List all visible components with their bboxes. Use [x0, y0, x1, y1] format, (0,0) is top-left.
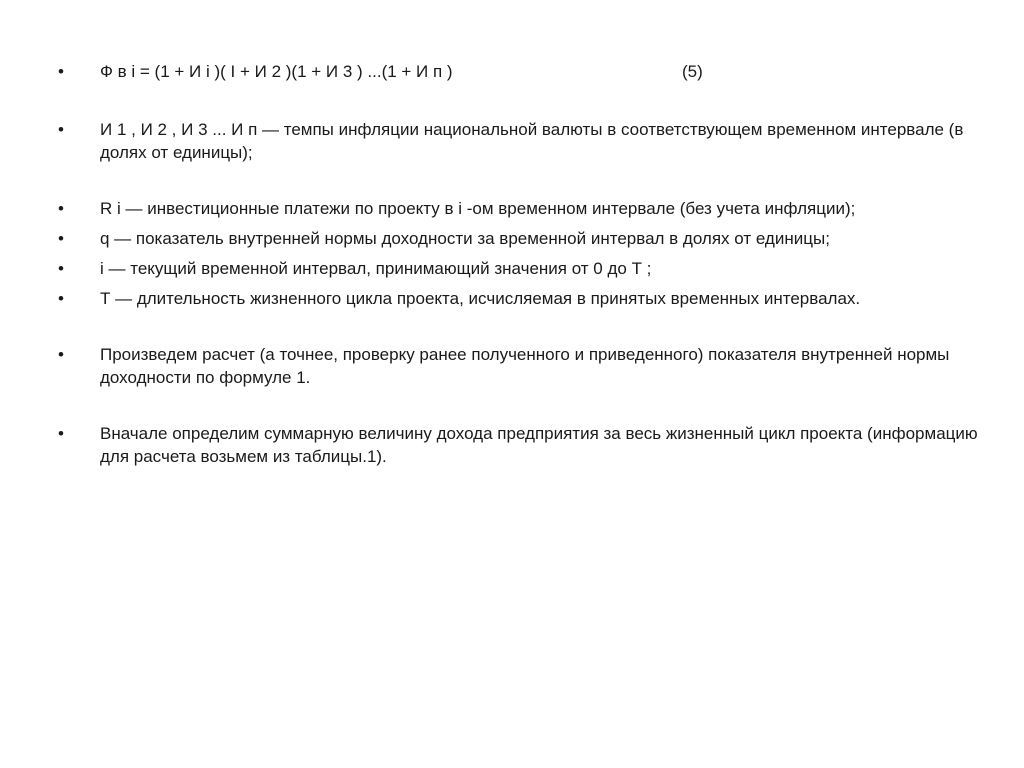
list-item	[58, 197, 978, 220]
list-item	[58, 422, 978, 468]
list-item	[58, 227, 978, 250]
list-item-text: Произведем расчет (а точнее, проверку ранее полученного и приведенного) показателя внутренней нормы доходности по формуле 1.	[100, 345, 950, 387]
bullet-icon: •	[58, 62, 64, 81]
list-item-text: i — текущий временной интервал, принимающий значения от 0 до Т ;	[100, 259, 652, 278]
bullet-icon: •	[58, 259, 64, 278]
bullet-icon: •	[58, 345, 64, 364]
list-item-text: Т — длительность жизненного цикла проекта, исчисляемая в принятых временных интервалах.	[100, 289, 861, 308]
list-item-text: q — показатель внутренней нормы доходности за временной интервал в долях от единицы;	[100, 229, 830, 248]
list-item	[58, 287, 978, 310]
list-item-text: Вначале определим суммарную величину дохода предприятия за весь жизненный цикл проекта (информацию для расчета возьмем из таблицы.1).	[100, 424, 978, 466]
list-item	[58, 343, 978, 389]
list-item-text: R i — инвестиционные платежи по проекту в i -ом временном интервале (без учета инфляции);	[100, 199, 856, 218]
formula-line	[100, 60, 978, 83]
bullet-list	[58, 60, 978, 468]
list-item	[58, 118, 978, 164]
formula-item	[58, 60, 978, 83]
list-item	[58, 257, 978, 280]
formula-text: Ф в i = (1 + И i )( I + И 2 )(1 + И 3 ) ...(1 + И п )	[100, 62, 453, 81]
bullet-icon: •	[58, 120, 64, 139]
list-item-text: И 1 , И 2 , И 3 ... И п — темпы инфляции национальной валюты в соответствующем временном интервале (в долях от единицы);	[100, 120, 964, 162]
bullet-icon: •	[58, 424, 64, 443]
bullet-icon: •	[58, 199, 64, 218]
bullet-icon: •	[58, 229, 64, 248]
bullet-icon: •	[58, 289, 64, 308]
formula-number: (5)	[682, 62, 703, 81]
